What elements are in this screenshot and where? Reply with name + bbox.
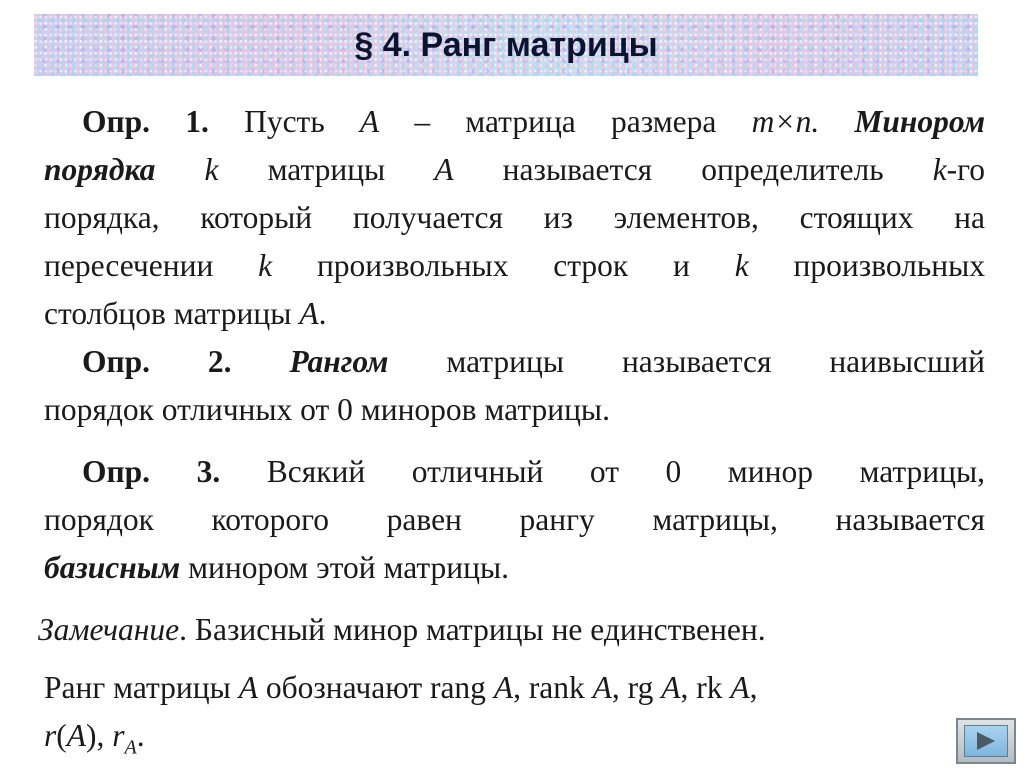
remark: Замечание. Базисный минор матрицы не единственен. <box>38 612 766 647</box>
definition-1-label: Опр. 1. <box>82 104 209 139</box>
page-title: § 4. Ранг матрицы <box>354 25 658 64</box>
definition-3-term: базисным <box>44 550 181 585</box>
definition-1-term: Минором <box>854 104 986 139</box>
next-slide-button[interactable] <box>956 718 1016 764</box>
definition-1: Опр. 1. Пусть A – матрица размера m×n. Минором порядка k матрицы A называется определитель k-го порядка, который получается из элементов, стоящих на пересечении k произвольных строк и k произвольных столбцов матрицы A. <box>44 104 986 331</box>
definition-2: Опр. 2. Рангом матрицы называется наивысший порядок отличных от 0 миноров матрицы. <box>44 344 986 427</box>
definition-3: Опр. 3. Всякий отличный от 0 минор матрицы, порядок которого равен рангу матрицы, называется базисным минором этой матрицы. <box>44 454 986 585</box>
rank-notation: Ранг матрицы A обозначают rang A, rank A, rg A, rk A, r(A), $r_A$. <box>44 670 758 759</box>
definition-2-label: Опр. 2. <box>82 344 232 379</box>
remark-label: Замечание <box>38 612 180 647</box>
play-triangle-icon <box>974 730 998 752</box>
title-bar <box>34 14 978 76</box>
definition-2-term: Рангом <box>289 344 389 379</box>
definition-3-label: Опр. 3. <box>82 454 221 489</box>
